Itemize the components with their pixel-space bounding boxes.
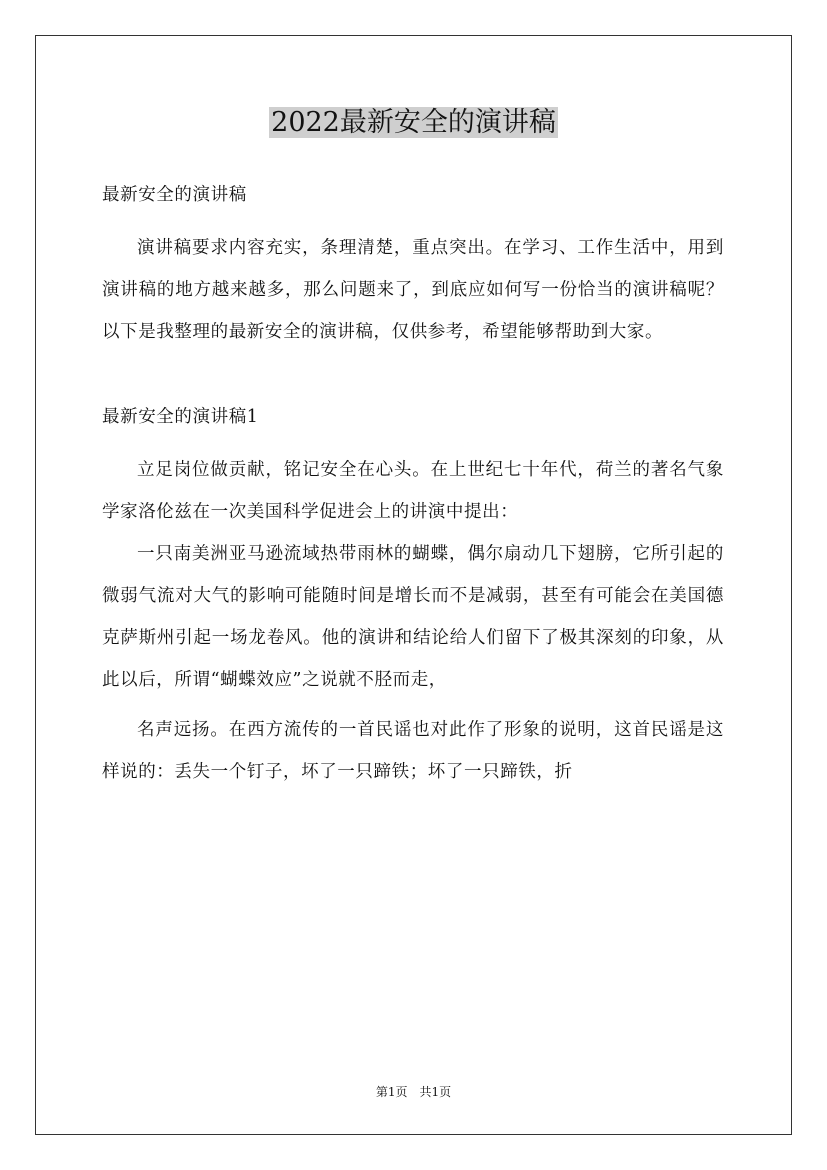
section-heading-1: 最新安全的演讲稿1 xyxy=(102,407,259,427)
body-paragraph-2: 一只南美洲亚马逊流域热带雨林的蝴蝶，偶尔扇动几下翅膀，它所引起的微弱气流对大气的影响可能随时间是增长而不是减弱，甚至有可能会在美国德克萨斯州引起一场龙卷风。他的演讲和结论给人们留下了极其深刻的印象，从此以后，所谓“蝴蝶效应”之说就不胫而走， xyxy=(102,544,724,690)
page-total: 共1页 xyxy=(419,1085,452,1099)
intro-paragraph: 演讲稿要求内容充实，条理清楚，重点突出。在学习、工作生活中，用到演讲稿的地方越来越多，那么问题来了，到底应如何写一份恰当的演讲稿呢？以下是我整理的最新安全的演讲稿，仅供参考，希望能够帮助到大家。 xyxy=(102,238,724,342)
body-paragraph-3: 名声远扬。在西方流传的一首民谣也对此作了形象的说明，这首民谣是这样说的：丢失一个钉子，坏了一只蹄铁；坏了一只蹄铁，折 xyxy=(102,720,724,782)
document-title xyxy=(0,104,827,142)
document-body xyxy=(102,174,724,793)
page-footer xyxy=(0,1084,827,1100)
document-title-text: 2022最新安全的演讲稿 xyxy=(271,107,556,138)
body-paragraph-1: 立足岗位做贡献，铭记安全在心头。在上世纪七十年代，荷兰的著名气象学家洛伦兹在一次美国科学促进会上的讲演中提出： xyxy=(102,460,724,522)
page-number: 第1页 xyxy=(375,1085,408,1099)
intro-heading: 最新安全的演讲稿 xyxy=(102,185,247,205)
